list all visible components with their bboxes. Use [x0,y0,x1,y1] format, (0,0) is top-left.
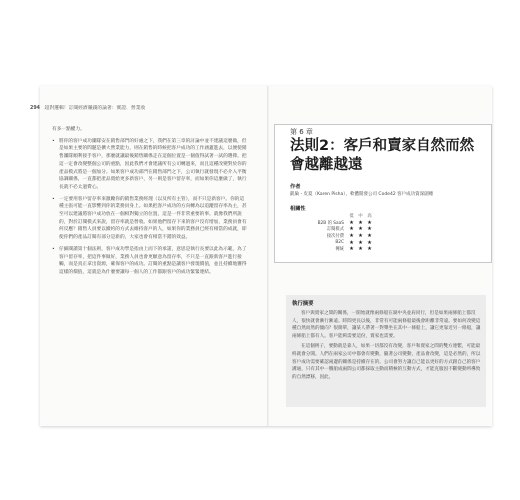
star-icon: ★ [367,233,372,240]
book-gutter [267,86,269,426]
chapter-title: 法則2：客戶和賣家自然而然會越離越遠 [290,138,475,173]
star-icon: ★ [367,239,372,246]
running-head [30,104,260,111]
star-icon: ★ [367,246,372,253]
star-icon: ★ [349,226,354,233]
relevance-col-mid: 中 [358,214,363,220]
relevance-row-label: B2B 的 SaaS [317,220,344,226]
star-icon: ★ [358,219,363,226]
relevance-col-high: 高 [367,214,372,220]
relevance-row [316,246,416,253]
summary-paragraph: 客戶與賣家之間的關係，一開始就像兩條船在湖中央並肩同行，但是如果兩條船上都沒人，很快就會漸行漸遠。時間更長以後，非常有可能兩條船最後會距離非常遠。要如何改變這種自然而然的傾向？很簡單，讓某人帶著一對槳坐在其中一條船上，讓它更靠近另一條船，讓兩條船上都有人。客戶能夠需要這份，賣家也需要。 [292,311,481,339]
body-paragraph: 有多一點權力。 [52,127,85,132]
star-icon: ★ [367,226,372,233]
chapter-label: 第 6 章 [290,128,313,136]
relevance-row-label: 傳統 [335,247,344,253]
star-icon: ★ [358,233,363,240]
summary-title: 執行摘要 [292,301,314,307]
star-icon: ★ [358,239,363,246]
page-number: 294 [30,106,41,111]
relevance-row [316,239,416,246]
bullet-paragraph: • 仔細閱讀第十個法則，客戶成功學是指由上而下的承諾，意思是執行長要以此為示範，為了客戶留存率，把這件事做好，業務人員也會更願意為留存率，不只是一直跟新客戶進行接觸，而是真正拿出資源，確保客戶的成功。訂閱的重點是讓客戶發現價值，並且持續地獲得這樣的價值，這就是為什麼要讓每一個人的工作都跟客戶的成功緊緊連結。 [52,246,248,277]
star-icon: ★ [358,226,363,233]
summary-body [292,310,481,384]
star-icon: ★ [349,219,354,226]
relevance-col-low: 低 [349,214,354,220]
relevance-row [316,220,416,227]
bullet-paragraph: • 將你的客戶成功團隊安在銷售部門的好處之下，我們在第三章的討論中並不建議這麼做，但是如果主要的問題是擴大營業能力，則在銷售的時候把客戶成功的工作涵蓋進去，以便使銷售團隊順利接手客戶，那麼就讓最後銷售關係走在這個位置是一個值得試著一試的選擇。把這一定會改變整個公司的重點，因此我們才會建議所有公司轉過來，而且這種改變對於你的產品模式將是一個加分。如果客戶成功部門在銷售部門之下，公司執行就發現不必介入平衡協調關係，一直都把產品賣給更多新客戶，另一則是客戶留存率，而如果你這麼做了，執行長就不必太過費心。 [52,138,248,192]
star-icon: ★ [358,246,363,253]
author-text: 凱倫・皮夏（Karen Pisha），軟體開發公司 Code42 客戶成功資深副總 [290,192,434,197]
relevance-row [316,226,416,233]
bullet-paragraph: • 一定要用客戶留存率來激勵你的銷售業務經理（以及所有主管），而不只是新客戶。你的這種主張可能一直影響到你的業務員身上。如果把客戶成功的方向轉為以追蹤留存率為主，甚至可以建議將客戶成功放在一個相對獨立的位置，這是一件非常重要的事。就像我們所說的，對於訂閱模式來說，留存率就是營收。如果他們留存下來的客戶沒有增加，業務員會有何反應？銷售人員要以續約的方式去維持客戶的人，如果你的業務員已經有相當的成就，即使你們的產品訂閱有部分是新的，大家也會有相當不錯的效益。 [52,196,248,242]
star-icon: ★ [367,219,372,226]
summary-paragraph: 在這個例子，要動就是靠人，如果一切都沒有改變，客戶和賣家之間的雙方連繫，可能最終就會分開。人們在兩家公司中都會有變動，隨著公司變動，產品會改變，這是必然的，所以客戶成功需要確認兩邊的關係是持續存在的。公司會努力讓自己能以更好的方式跟自己的客戶溝通，只有其中一艘船成兩間公司都採取主動而積極的互動方式，才能克服因不斷變動所導致的自然漂移，因此， [292,344,481,380]
relevance-table [316,213,416,253]
left-page-body [52,126,248,281]
author-label: 作者 [290,184,301,190]
relevance-row-label: 接次付費 [326,234,344,240]
star-icon: ★ [349,239,354,246]
relevance-row-label: B2C [335,240,344,246]
relevance-label: 相關性 [290,206,306,212]
star-icon: ★ [349,246,354,253]
relevance-row-label: 訂閱模式 [326,227,344,233]
star-icon: ★ [349,233,354,240]
relevance-header-row [316,213,416,220]
running-title: 超對邏輯！訂閱經濟賺錢的論著：實證．營業收 [44,106,146,111]
relevance-row [316,233,416,240]
